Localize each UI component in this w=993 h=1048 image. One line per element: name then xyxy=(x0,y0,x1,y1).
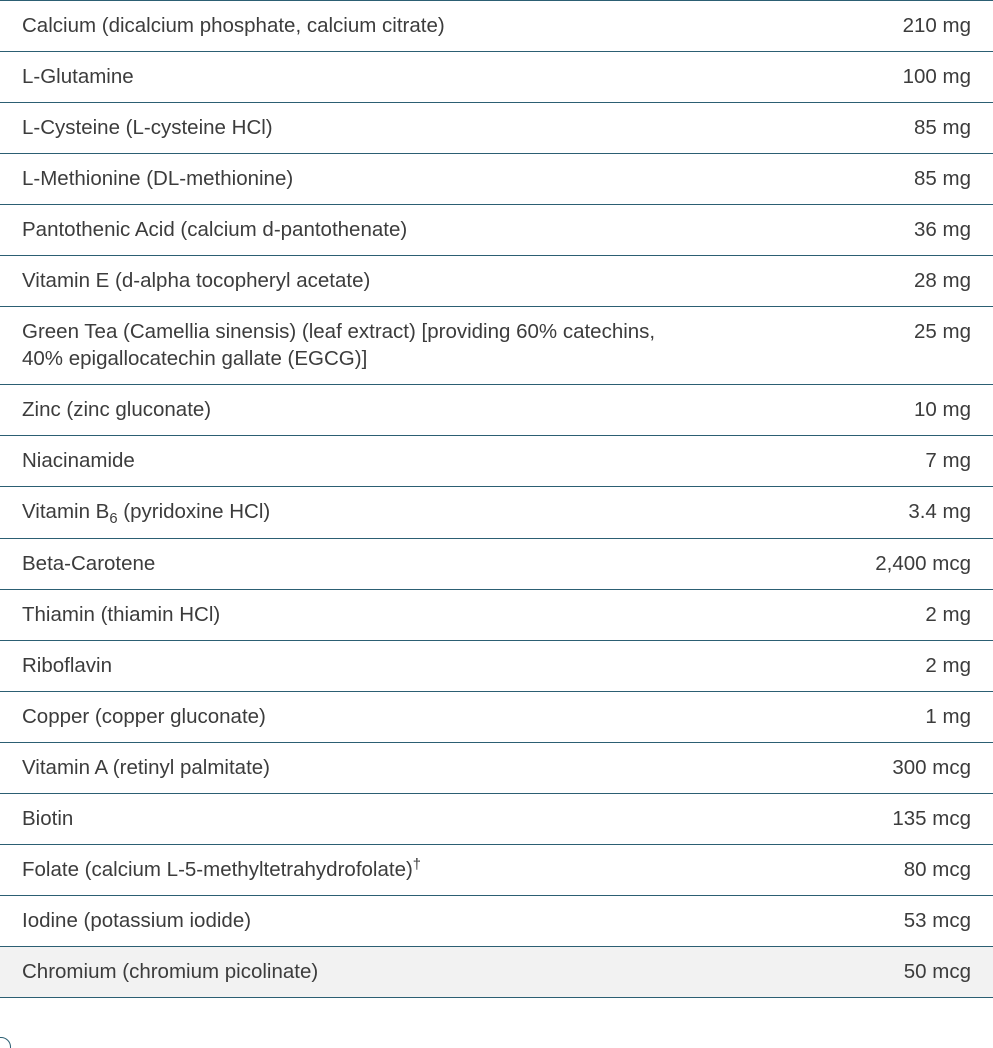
table-row xyxy=(0,256,993,307)
ingredient-amount: 210 mg xyxy=(902,14,971,37)
ingredient-amount: 2,400 mcg xyxy=(875,551,971,575)
ingredient-name xyxy=(0,844,672,895)
table-row xyxy=(0,205,993,256)
table-row xyxy=(0,742,993,793)
ingredient-amount: 25 mg xyxy=(914,320,971,344)
table-row xyxy=(0,154,993,205)
ingredient-amount: 7 mg xyxy=(925,449,971,473)
table-row xyxy=(0,691,993,742)
table-row xyxy=(0,844,993,895)
ingredient-amount: 300 mcg xyxy=(892,755,971,779)
ingredient-name-prefix: Vitamin B xyxy=(22,500,110,524)
ingredient-name: Pantothenic Acid (calcium d-pantothenate) xyxy=(22,218,408,242)
ingredient-name-prefix: Folate (calcium L-5-methyltetrahydrofolate) xyxy=(22,857,413,881)
ingredient-amount: 36 mg xyxy=(914,218,971,242)
table-row xyxy=(0,538,993,589)
ingredient-name: Green Tea (Camellia sinensis) (leaf extract) [providing 60% catechins, 40% epigallocatechin gallate (EGCG)] xyxy=(22,320,656,371)
ingredient-name: L-Glutamine xyxy=(22,65,134,89)
dagger-footnote-marker: † xyxy=(412,857,422,874)
ingredient-amount: 85 mg xyxy=(914,167,971,191)
ingredient-amount: 85 mg xyxy=(914,116,971,140)
ingredient-amount: 135 mcg xyxy=(892,806,971,830)
table-row xyxy=(0,487,993,538)
table-row xyxy=(0,640,993,691)
ingredient-name-subscript: 6 xyxy=(109,510,118,527)
ingredient-amount: 100 mg xyxy=(902,65,971,89)
ingredient-name: Vitamin A (retinyl palmitate) xyxy=(22,755,271,779)
ingredient-name-suffix: (pyridoxine HCl) xyxy=(117,500,271,524)
ingredient-name: Beta-Carotene xyxy=(22,551,156,575)
ingredient-name: Vitamin E (d-alpha tocopheryl acetate) xyxy=(22,269,371,293)
ingredient-amount: 10 mg xyxy=(914,398,971,422)
table-row xyxy=(0,946,993,997)
ingredient-name: Niacinamide xyxy=(22,449,135,473)
table-row xyxy=(0,385,993,436)
ingredient-amount: 2 mg xyxy=(925,653,971,677)
ingredient-name: Riboflavin xyxy=(22,653,113,677)
ingredient-name: Zinc (zinc gluconate) xyxy=(22,398,212,422)
ingredient-amount: 3.4 mg xyxy=(908,500,971,524)
ingredient-amount: 50 mcg xyxy=(903,959,971,983)
ingredient-name: Chromium (chromium picolinate) xyxy=(22,959,319,983)
ingredient-name: Copper (copper gluconate) xyxy=(22,704,266,728)
ingredient-amount: 1 mg xyxy=(925,704,971,728)
ingredient-name: Calcium (dicalcium phosphate, calcium citrate) xyxy=(22,14,445,37)
ingredient-name: Thiamin (thiamin HCl) xyxy=(22,602,221,626)
table-row xyxy=(0,52,993,103)
ingredient-name: L-Cysteine (L-cysteine HCl) xyxy=(22,116,273,140)
ingredient-amount: 2 mg xyxy=(925,602,971,626)
corner-arc-decoration xyxy=(0,1022,14,1048)
ingredient-amount: 80 mcg xyxy=(903,857,971,881)
ingredient-name xyxy=(0,487,672,538)
ingredient-name: Iodine (potassium iodide) xyxy=(22,908,252,932)
table-row xyxy=(0,1,993,52)
table-row xyxy=(0,436,993,487)
table-row xyxy=(0,103,993,154)
ingredient-rows xyxy=(0,1,993,998)
table-row xyxy=(0,307,993,385)
ingredient-amount: 28 mg xyxy=(914,269,971,293)
table-row xyxy=(0,589,993,640)
ingredient-amount: 53 mcg xyxy=(903,908,971,932)
ingredient-name: Biotin xyxy=(22,806,74,830)
table-row xyxy=(0,895,993,946)
ingredient-name: L-Methionine (DL-methionine) xyxy=(22,167,294,191)
table-row xyxy=(0,793,993,844)
